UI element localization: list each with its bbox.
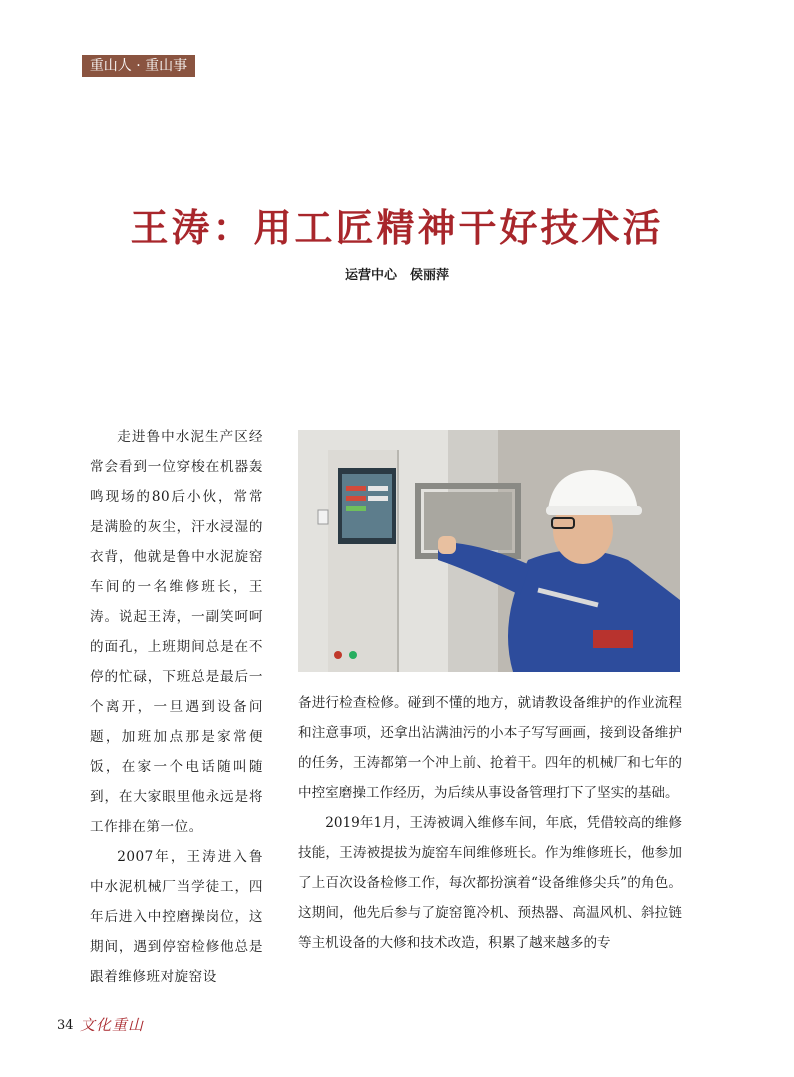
left-column [90,422,263,992]
section-tag: 重山人 · 重山事 [82,55,195,77]
article-photo [298,430,680,672]
photo-worker-at-control-panel [298,430,680,672]
article-title: 王涛：用工匠精神干好技术活 [130,205,664,250]
magazine-logo: 文化重山 [80,1016,145,1034]
right-paragraph-2: 2019年1月，王涛被调入维修车间，年底，凭借较高的维修技能，王涛被提拔为旋窑车间维修班长。作为维修班长，他参加了上百次设备检修工作，每次都扮演着“设备维修尖兵”的角色。这期间，他先后参与了旋窑篦冷机、预热器、高温风机、斜拉链等主机设备的大修和技术改造，积累了越来越多的专 [298,815,682,951]
left-paragraph-2: 2007年，王涛进入鲁中水泥机械厂当学徒工，四年后进入中控磨操岗位，这期间，遇到停窑检修他总是跟着维修班对旋窑设 [90,849,263,985]
page-number: 34 [57,1018,74,1033]
right-column [298,688,682,958]
left-paragraph-1: 走进鲁中水泥生产区经常会看到一位穿梭在机器轰鸣现场的80后小伙，常常是满脸的灰尘，汗水浸湿的衣背，他就是鲁中水泥旋窑车间的一名维修班长，王涛。说起王涛，一副笑呵呵的面孔，上班期间总是在不停的忙碌，下班总是最后一个离开，一旦遇到设备问题，加班加点那是家常便饭，在家一个电话随叫随到，在大家眼里他永远是将工作排在第一位。 [90,429,263,835]
article-byline: 运营中心 侯丽萍 [344,268,449,283]
right-paragraph-1: 备进行检查检修。碰到不懂的地方，就请教设备维护的作业流程和注意事项，还拿出沾满油污的小本子写写画画，接到设备维护的任务，王涛都第一个冲上前、抢着干。四年的机械厂和七年的中控室磨操工作经历，为后续从事设备管理打下了坚实的基础。 [298,695,682,801]
